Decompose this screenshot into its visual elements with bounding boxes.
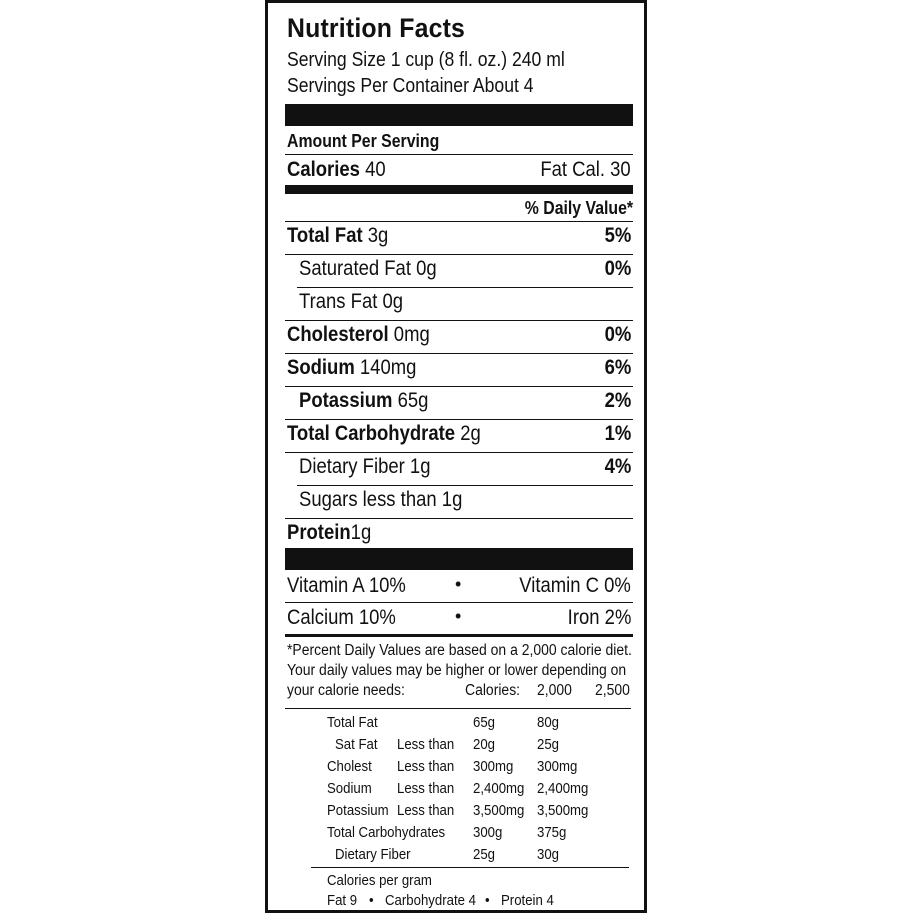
nutrient-row-cholesterol — [285, 323, 633, 353]
calories-per-gram-fat: Fat 9 — [327, 892, 358, 909]
nutrition-label — [265, 0, 647, 913]
nutrient-row-sodium — [285, 356, 633, 386]
nutrient-dv: 0% — [604, 323, 631, 346]
nutrient-dv: 4% — [604, 455, 631, 478]
nutrient-amount: 2g — [460, 422, 481, 445]
thick-divider-top — [285, 104, 633, 126]
nutrient-dv: 6% — [604, 356, 631, 379]
calories-row — [285, 158, 633, 188]
nutrient-label: Cholesterol — [287, 323, 389, 346]
nutrient-amount: 1g — [409, 455, 431, 478]
nutrient-dv: 1% — [604, 422, 631, 445]
calories-per-gram-label: Calories per gram — [327, 872, 432, 889]
divider — [285, 320, 633, 321]
medium-divider — [285, 185, 633, 194]
divider — [285, 452, 633, 453]
dv-qualifier: Less than — [397, 802, 455, 819]
divider — [285, 518, 633, 519]
dv-qualifier: Less than — [397, 736, 455, 753]
footnote-calories-2500: 2,500 — [595, 682, 630, 699]
nutrient-label: Total Carbohydrate — [287, 422, 456, 445]
dv-value-2500: 375g — [537, 824, 567, 841]
calories-per-gram-protein: Protein 4 — [501, 892, 554, 909]
nutrient-label: Sodium — [287, 356, 355, 379]
bullet-separator: • — [455, 606, 462, 626]
divider — [297, 485, 633, 486]
dv-value-2000: 300g — [473, 824, 503, 841]
dv-value-2500: 300mg — [537, 758, 578, 775]
dv-name: Sodium — [327, 780, 372, 797]
dv-name: Cholest — [327, 758, 372, 775]
thick-divider-vitamins — [285, 548, 633, 570]
nutrient-row-sugars — [285, 488, 633, 518]
nutrient-dv: 0% — [604, 257, 631, 280]
nutrient-amount: 0mg — [393, 323, 430, 346]
dv-name: Total Fat — [327, 714, 378, 731]
vitamin-left: Calcium 10% — [287, 606, 396, 629]
dv-value-2500: 2,400mg — [537, 780, 589, 797]
vitamin-row — [285, 574, 633, 604]
dv-value-2500: 3,500mg — [537, 802, 589, 819]
dv-qualifier: Less than — [397, 758, 455, 775]
vitamin-right: Vitamin C 0% — [519, 574, 631, 597]
dv-value-2000: 3,500mg — [473, 802, 525, 819]
dv-name: Total Carbohydrates — [327, 824, 446, 841]
nutrient-amount: 1g — [350, 521, 372, 544]
divider-footnote — [285, 634, 633, 637]
divider — [285, 154, 633, 155]
vitamin-row — [285, 606, 633, 636]
nutrient-row-total-carbohydrate — [285, 422, 633, 452]
calories-label: Calories — [287, 158, 360, 181]
divider — [297, 287, 633, 288]
divider — [285, 353, 633, 354]
nutrient-amount: 0g — [416, 257, 437, 280]
fat-calories: Fat Cal. 30 — [540, 158, 631, 181]
dv-qualifier: Less than — [397, 780, 455, 797]
footnote-line-3: your calorie needs: — [287, 682, 405, 699]
dv-value-2500: 30g — [537, 846, 560, 863]
daily-value-header: % Daily Value* — [524, 198, 633, 218]
nutrient-dv: 5% — [604, 224, 631, 247]
bullet-separator: • — [369, 892, 374, 909]
footnote-line-2: Your daily values may be higher or lower depending on — [287, 662, 627, 679]
dv-name: Potassium — [327, 802, 389, 819]
nutrient-label: Trans Fat — [299, 290, 378, 313]
nutrient-label: Dietary Fiber — [299, 455, 405, 478]
vitamin-right: Iron 2% — [567, 606, 631, 629]
dv-value-2500: 25g — [537, 736, 560, 753]
nutrient-row-potassium — [285, 389, 633, 419]
nutrient-amount: 1g — [441, 488, 463, 511]
footnote-line-1: *Percent Daily Values are based on a 2,000 calorie diet. — [287, 642, 632, 659]
dv-value-2000: 2,400mg — [473, 780, 525, 797]
nutrient-amount: 140mg — [359, 356, 417, 379]
divider — [285, 708, 631, 709]
nutrient-amount: 0g — [382, 290, 404, 313]
nutrient-dv: 2% — [604, 389, 631, 412]
nutrient-row-total-fat — [285, 224, 633, 254]
nutrient-label: Total Fat — [287, 224, 363, 247]
nutrient-row-dietary-fiber — [285, 455, 633, 485]
nutrient-row-saturated-fat — [285, 257, 633, 287]
dv-name: Sat Fat — [335, 736, 378, 753]
amount-per-serving: Amount Per Serving — [287, 131, 440, 151]
divider — [285, 254, 633, 255]
nutrient-label: Sugars less than — [299, 488, 437, 511]
servings-per-container: Servings Per Container About 4 — [287, 75, 534, 97]
nutrient-amount: 65g — [397, 389, 429, 412]
calories-per-gram-carb: Carbohydrate 4 — [385, 892, 476, 909]
nutrient-label: Potassium — [299, 389, 393, 412]
nutrient-row-protein — [285, 521, 633, 551]
divider — [285, 386, 633, 387]
dv-name: Dietary Fiber — [335, 846, 411, 863]
bullet-separator: • — [485, 892, 490, 909]
nutrient-label: Saturated Fat — [299, 257, 411, 280]
nutrient-amount: 3g — [367, 224, 389, 247]
footnote-calories-2000: 2,000 — [537, 682, 572, 699]
divider — [285, 419, 633, 420]
label-title: Nutrition Facts — [287, 13, 466, 43]
serving-size: Serving Size 1 cup (8 fl. oz.) 240 ml — [287, 49, 565, 71]
divider — [311, 867, 629, 868]
dv-value-2500: 80g — [537, 714, 560, 731]
dv-value-2000: 65g — [473, 714, 496, 731]
footnote-calories-label: Calories: — [465, 682, 521, 699]
dv-value-2000: 25g — [473, 846, 496, 863]
vitamin-left: Vitamin A 10% — [287, 574, 406, 597]
calories-value: 40 — [365, 158, 386, 181]
nutrient-row-trans-fat — [285, 290, 633, 320]
bullet-separator: • — [455, 574, 462, 594]
dv-value-2000: 20g — [473, 736, 496, 753]
nutrient-label: Protein — [287, 521, 351, 544]
dv-value-2000: 300mg — [473, 758, 514, 775]
divider — [285, 602, 633, 603]
divider — [285, 221, 633, 222]
